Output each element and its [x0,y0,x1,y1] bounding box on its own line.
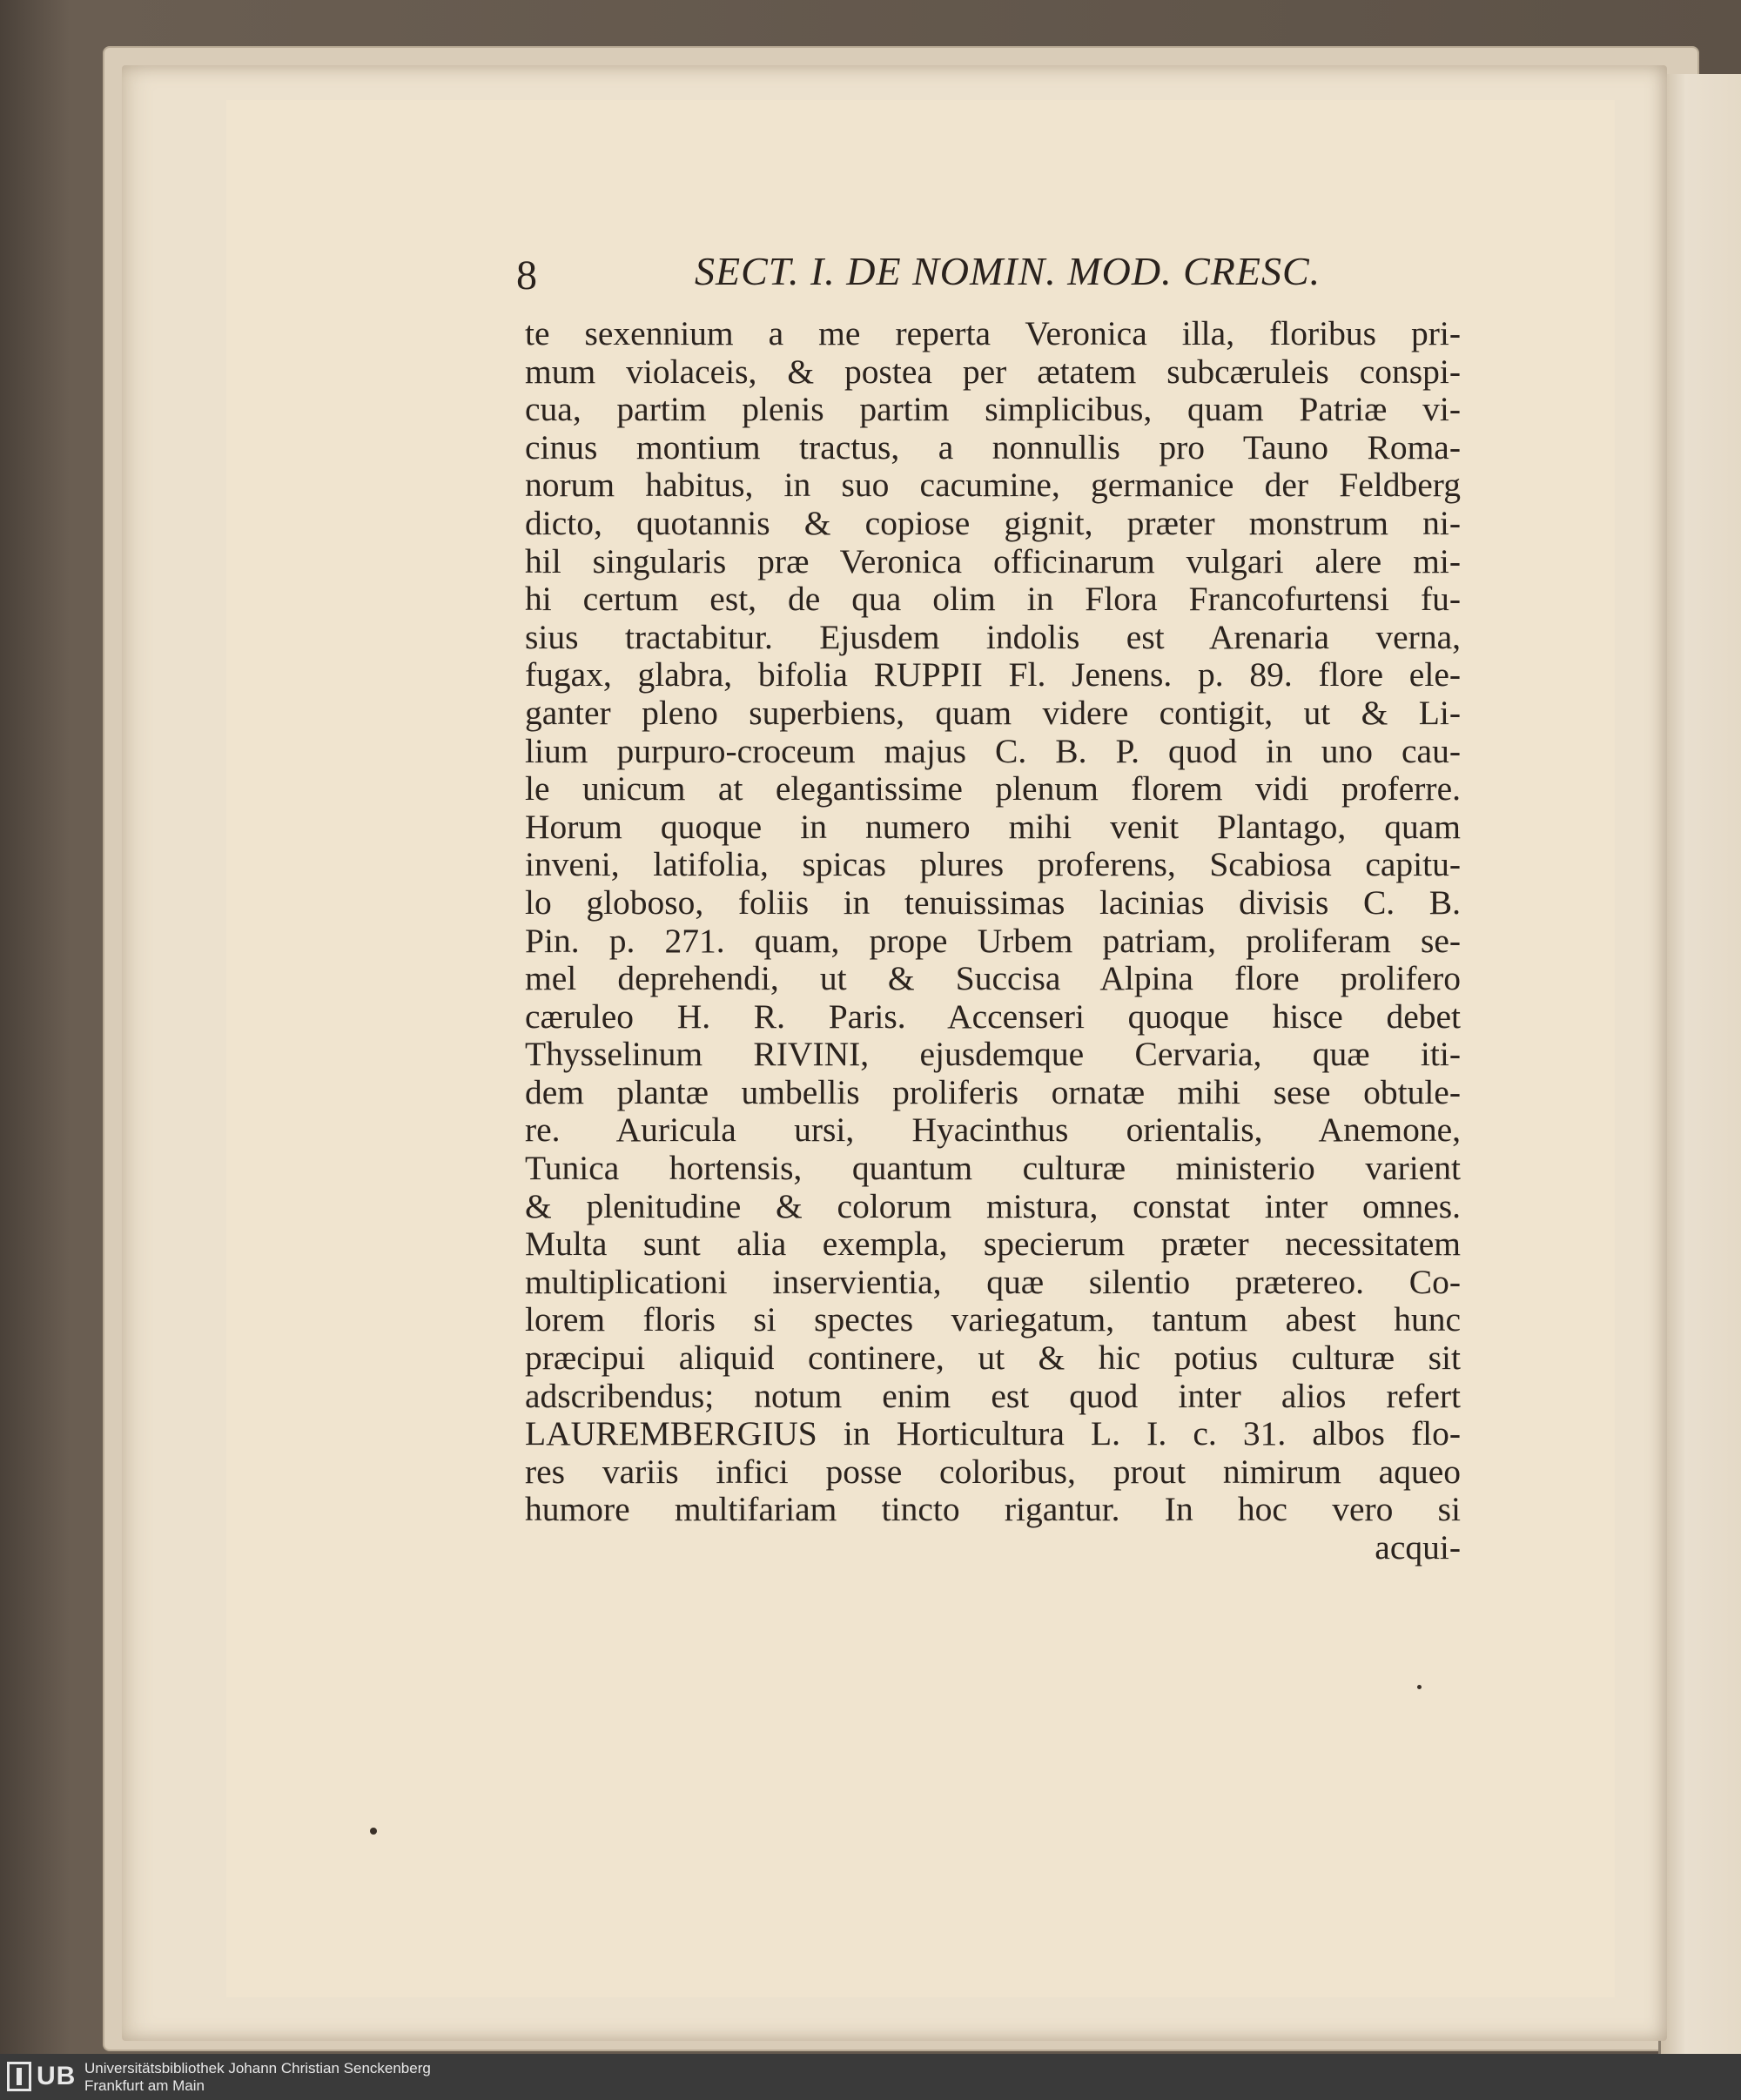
text-line: hil singularis præ Veronica officinarum vulgari alere mi- [525,541,1461,580]
ub-logo-mark-icon [7,2062,31,2091]
text-line: cæruleo H. R. Paris. Accenseri quoque hisce debet [525,996,1461,1036]
ink-speck [1417,1685,1422,1689]
library-name-line1: Universitätsbibliothek Johann Christian Senckenberg [84,2060,431,2077]
running-title: SECT. I. DE NOMIN. MOD. CRESC. [695,249,1321,293]
text-line: multiplicationi inservientia, quæ silentio prætereo. Co- [525,1262,1461,1301]
text-line: Pin. p. 271. quam, prope Urbem patriam, proliferam se- [525,921,1461,960]
text-line: norum habitus, in suo cacumine, germanice der Feldberg [525,466,1461,505]
text-line: fugax, glabra, bifolia RUPPII Fl. Jenens. p. 89. flore ele- [525,655,1461,694]
text-line: Multa sunt alia exempla, specierum præter necessitatem [525,1224,1461,1264]
text-line: cinus montium tractus, a nonnullis pro Tauno Roma- [525,427,1461,466]
library-footer [0,2054,1741,2100]
ink-speck [370,1828,377,1835]
text-line: LAUREMBERGIUS in Horticultura L. I. c. 31. albos flo- [525,1414,1461,1453]
facing-page-edge [1658,74,1741,2054]
text-line: Horum quoque in numero mihi venit Plantago, quam [525,807,1461,846]
text-line: inveni, latifolia, spicas plures proferens, Scabiosa capitu- [525,845,1461,884]
text-line: dicto, quotannis & copiose gignit, præter monstrum ni- [525,503,1461,542]
text-line: te sexennium a me reperta Veronica illa, floribus pri- [525,314,1461,352]
text-line: hi certum est, de qua olim in Flora Francofurtensi fu- [525,580,1461,619]
ub-logo [7,2059,78,2094]
text-line: lo globoso, foliis in tenuissimas lacinias divisis C. B. [525,882,1461,922]
library-name-line2: Frankfurt am Main [84,2077,205,2094]
page-header [516,248,1474,309]
text-line: ganter pleno superbiens, quam videre contigit, ut & Li- [525,693,1461,732]
text-line: humore multifariam tincto rigantur. In hoc vero si [525,1490,1461,1529]
text-line: dem plantæ umbellis proliferis ornatæ mihi sese obtule- [525,1072,1461,1111]
text-line: lorem floris si spectes variegatum, tantum abest hunc [525,1300,1461,1339]
ub-logo-text: UB [37,2062,77,2090]
text-line: mel deprehendi, ut & Succisa Alpina flore prolifero [525,959,1461,998]
text-line: cua, partim plenis partim simplicibus, quam Patriæ vi- [525,390,1461,429]
library-name [84,2060,431,2095]
text-line: re. Auricula ursi, Hyacinthus orientalis, Anemone, [525,1110,1461,1150]
text-line: lium purpuro-croceum majus C. B. P. quod in uno cau- [525,731,1461,770]
text-line: & plenitudine & colorum mistura, constat inter omnes. [525,1186,1461,1225]
text-line: præcipui aliquid continere, ut & hic potius culturæ sit [525,1338,1461,1378]
body-text [525,315,1461,1567]
catchword: acqui- [1375,1528,1461,1567]
text-line: sius tractabitur. Ejusdem indolis est Arenaria verna, [525,617,1461,656]
text-line: Thysselinum RIVINI, ejusdemque Cervaria, quæ iti- [525,1035,1461,1074]
text-line: Tunica hortensis, quantum culturæ ministerio varient [525,1149,1461,1188]
text-line: res variis infici posse coloribus, prout nimirum aqueo [525,1452,1461,1491]
text-line: mum violaceis, & postea per ætatem subcæruleis conspi- [525,352,1461,391]
text-line: le unicum at elegantissime plenum florem vidi proferre. [525,769,1461,808]
page-number: 8 [516,252,537,299]
text-line: adscribendus; notum enim est quod inter alios refert [525,1376,1461,1415]
